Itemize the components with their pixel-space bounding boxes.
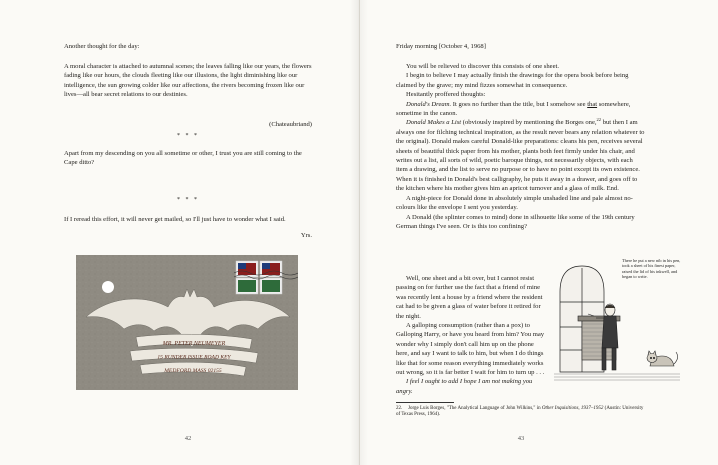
footnote — [396, 406, 646, 419]
list-title: Donald Makes a List — [406, 119, 462, 127]
footnote-text-a: Jorge Luis Borges, "The Analytical Language of John Wilkins," in — [408, 406, 542, 411]
footnote-number: 22. — [396, 406, 403, 411]
footnote-title: Other Inquisitions, 1937–1952 — [541, 406, 604, 411]
page-number-left: 42 — [184, 435, 192, 442]
footnote-ref[interactable]: 22 — [596, 117, 602, 123]
reread-paragraph: If I reread this effort, it will never get mailed, so I'll just have to wonder what I said. — [64, 216, 286, 223]
list-text-a: (obviously inspired by mentioning the Borges one, — [461, 119, 597, 127]
signoff: Yrs. — [300, 232, 312, 239]
letter-body-narrow — [396, 274, 546, 396]
paragraph-donald-makes-a-list — [396, 118, 646, 193]
paragraph-nightpiece: A night-piece for Donald done in absolutely simple unshaded line and pale almost no-colours like the envelope I sent you yesterday. — [396, 194, 633, 212]
envelope-illustration — [76, 255, 298, 390]
dream-text-a: It goes no further than the title, but I somehow see — [451, 100, 588, 108]
envelope-address-line-2: 15 RUNDER ISSUE ROAD KEY — [157, 354, 231, 361]
page-number-right: 43 — [517, 435, 525, 442]
envelope-address-line-3: MEDFORD MASS 02155 — [164, 368, 222, 374]
moon-icon — [102, 281, 114, 293]
intro-line: Another thought for the day: — [64, 43, 140, 50]
paragraph: Well, one sheet and a bit over, but I cannot resist passing on for further use the fact that a friend of mine was recently lent a house by a friend where the resident cat had to be given a glass of water before it retired for the night. — [396, 275, 543, 320]
illustration-caption: There he put a new nib in his pen, took a sheet of his finest paper, raised the lid of his inkwell, and began to write. — [622, 258, 681, 279]
section-separator: * * * — [177, 197, 199, 203]
paragraph-splinter: A Donald (the splinter comes to mind) done in silhouette like some of the 19th century German things I've seen. Or is this too confining? — [396, 213, 635, 230]
footnote-text-b: (Austin: University of Texas Press, 1964). — [396, 406, 644, 418]
dream-that: that — [587, 100, 598, 108]
cape-paragraph: Apart from my descending on you all sometime or other, I trust you are still coming to the Cape ditto? — [64, 150, 302, 167]
paragraph: A galloping consumption (rather than a pox) to Galloping Harry, or have you heard from him? You may wonder why I simply don't call him up on the phone here, and say I want to talk to him, but when I do things like that for some reason everything immediately works out wrong, so it is far better I wait for him to turn up . . . — [396, 322, 545, 377]
section-separator: * * * — [177, 133, 199, 139]
paragraph: Hesitantly proffered thoughts: — [406, 91, 486, 99]
dream-title: Donald's Dream. — [406, 100, 452, 108]
quote-attribution: (Chateaubriand) — [269, 121, 312, 128]
paragraph: I begin to believe I may actually finish the drawings for the opera book before being claimed by the grave; my mind fizzes somewhat in consequence. — [396, 72, 629, 89]
autumn-quote: A moral character is attached to autumnal scenes; the leaves falling like our years, the flowers fading like our hours, the clouds fleeting like our illusions, the light diminishing like our intelligence, the sun growing colder like our affections, the rivers becoming frozen like our lives—all bear secret relations to our destinies. — [64, 63, 312, 99]
letter-body — [396, 62, 646, 231]
list-text-b: but then I am always one for filching technical inspiration, as the result never bears any relation whatever to the original). Donald makes careful Donald-like preparations: cleans his pen, receives several sheets of beautiful thick paper from his mother, plants both feet firmly under his chair, and writes out a list, all sorts of wild, poetic baroque things, not necessarily objects, with each item a drawing, and the list to serve no purpose or to have no point except its own existence. When it is finished in Donald's best calligraphy, he puts it away in a drawer, and goes off to the kitchen where his mother gives him an apricot turnover and a glass of milk. End. — [396, 119, 645, 193]
paragraph: You will be relieved to discover this consists of one sheet. — [406, 63, 559, 70]
footnote-rule — [396, 402, 454, 403]
dream-text-b: somewhere, sometime in the canon. — [396, 100, 631, 118]
letter-date: Friday morning [October 4, 1968] — [396, 43, 486, 50]
envelope-address-line-1: MR. PETER NEUMEYER — [162, 341, 226, 347]
paragraph-closing: I feel I ought to add I hope I am not making you angry. — [396, 378, 533, 395]
paragraph-donalds-dream — [396, 100, 646, 119]
cat-icon — [647, 351, 678, 366]
